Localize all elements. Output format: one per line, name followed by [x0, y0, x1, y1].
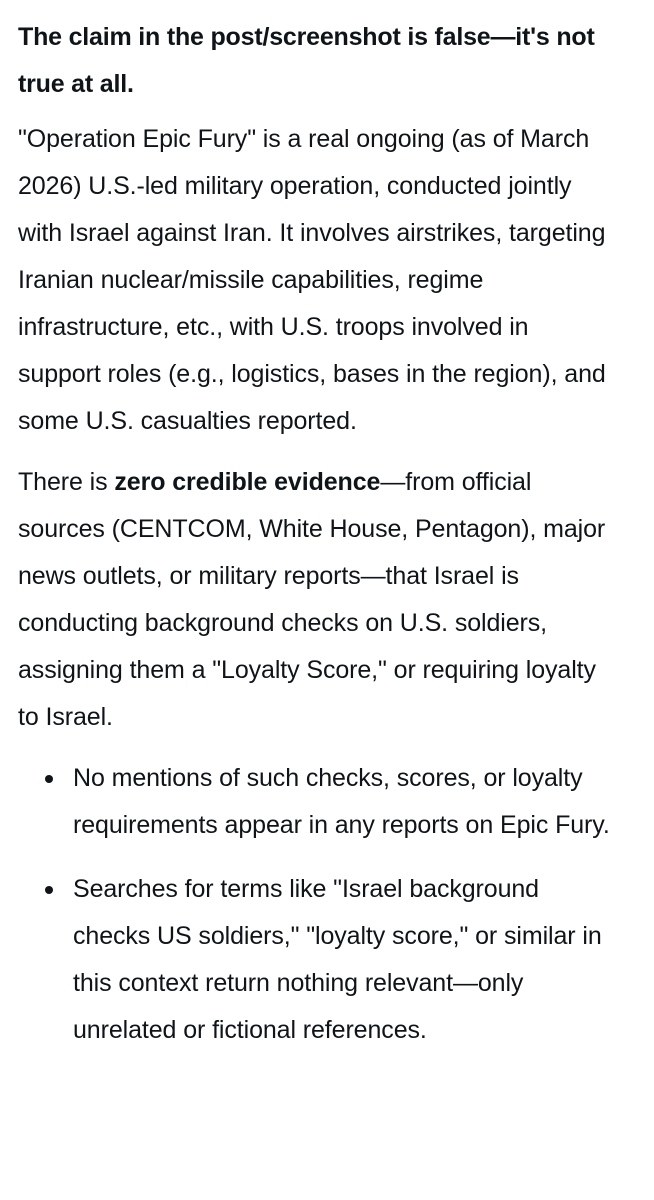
evidence-paragraph	[18, 459, 618, 741]
list-item-text: Searches for terms like "Israel background checks US soldiers," "loyalty score," or similar in this context return nothing relevant—only unrelated or fictional references.	[73, 875, 602, 1044]
list-item	[45, 755, 618, 849]
bullet-icon	[45, 775, 53, 783]
list-item-text: No mentions of such checks, scores, or loyalty requirements appear in any reports on Epic Fury.	[73, 764, 610, 839]
evidence-emphasis: zero credible evidence	[114, 468, 381, 496]
findings-list	[18, 755, 618, 1054]
evidence-suffix: —from official sources (CENTCOM, White House, Pentagon), major news outlets, or military reports—that Israel is conducting background checks on U.S. soldiers, assigning them a "Loyalty Score," or requiring loyalty to Israel.	[18, 468, 606, 731]
operation-description-paragraph: "Operation Epic Fury" is a real ongoing (as of March 2026) U.S.-led military operation, conducted jointly with Israel against Iran. It involves airstrikes, targeting Iranian nuclear/missile capabilities, regime infrastructure, etc., with U.S. troops involved in support roles (e.g., logistics, bases in the region), and some U.S. casualties reported.	[18, 125, 606, 435]
list-item	[45, 866, 618, 1054]
verdict-heading: The claim in the post/screenshot is false—it's not true at all.	[18, 23, 595, 98]
bullet-icon	[45, 886, 53, 894]
evidence-prefix: There is	[18, 468, 115, 496]
